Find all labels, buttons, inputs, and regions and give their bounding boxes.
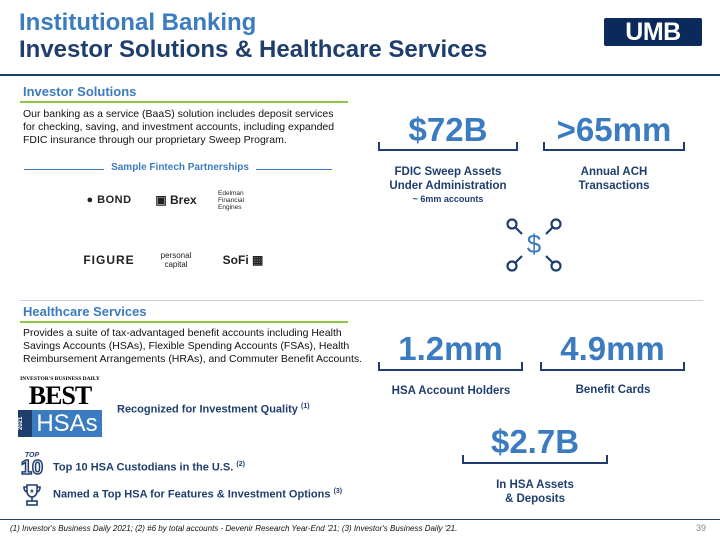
badge-publisher: INVESTOR'S BUSINESS DAILY: [20, 376, 100, 382]
personal-capital-logo: personal capital: [160, 251, 192, 269]
hsa-account-holders-value: 1.2mm: [398, 330, 503, 367]
investor-section-rule: [20, 101, 348, 103]
hsa-assets-caption-line2: & Deposits: [504, 493, 566, 505]
partners-rule-left: [24, 169, 104, 170]
benefit-cards-bracket: [540, 362, 685, 371]
fdic-sweep-assets-value: $72B: [408, 111, 488, 148]
figure-logo: FIGURE: [83, 253, 135, 267]
svg-text:★: ★: [29, 489, 35, 495]
page-number: 39: [696, 523, 707, 533]
section-separator: [20, 300, 703, 301]
badge-best: BEST: [28, 381, 92, 410]
investor-section-title: Investor Solutions: [23, 84, 137, 99]
healthcare-section-title: Healthcare Services: [23, 304, 147, 319]
hsa-account-holders-caption: HSA Account Holders: [391, 385, 511, 397]
benefit-cards-value: 4.9mm: [560, 330, 665, 367]
umb-logo: UMB: [604, 18, 702, 46]
svg-text:$: $: [526, 229, 542, 259]
ach-bracket: [543, 142, 685, 151]
ach-caption-line2: Transactions: [578, 180, 650, 192]
footer-divider: [0, 519, 720, 520]
fdic-accounts-note: ~ 6mm accounts: [412, 194, 484, 204]
ach-transactions-value: >65mm: [556, 111, 672, 148]
partners-rule-right: [256, 169, 332, 170]
brex-logo: ▣ Brex: [155, 193, 197, 207]
hsa-assets-value: $2.7B: [490, 423, 580, 460]
award-top-hsa-features: Named a Top HSA for Features & Investment Options $^{(3)}$: [53, 488, 343, 501]
fdic-caption-line2: Under Administration: [389, 180, 507, 192]
page-title-line2: Investor Solutions & Healthcare Services: [19, 36, 488, 63]
benefit-cards-caption: Benefit Cards: [575, 384, 651, 396]
fdic-caption-line1: FDIC Sweep Assets: [394, 166, 502, 178]
edelman-financial-engines-logo: Edelman Financial Engines: [218, 189, 245, 211]
hsa-assets-bracket: [462, 455, 608, 464]
healthcare-description: Provides a suite of tax-advantaged benefit accounts including Health Savings Accounts (HSAs), Flexible Spending Accounts (FSAs), Health Reimbursement Arrangements (HRAs), and Commuter Benefit Accounts.: [23, 327, 363, 365]
award-top-10-custodians: Top 10 HSA Custodians in the U.S. $^{(2)}$: [53, 461, 245, 474]
fdic-bracket: [378, 142, 518, 151]
award-investment-quality: Recognized for Investment Quality $^{(1)}$: [117, 403, 310, 416]
best-hsas-badge: [14, 376, 102, 438]
partners-label: Sample Fintech Partnerships: [104, 162, 256, 173]
hsa-assets-caption-line1: In HSA Assets: [496, 479, 574, 491]
dollar-network-icon: [500, 214, 568, 276]
badge-hsas: HSAs: [32, 410, 102, 437]
healthcare-section-rule: [20, 321, 348, 323]
trophy-icon: [22, 483, 42, 507]
top-10-icon: TOP 10: [20, 452, 44, 479]
hsa-holders-bracket: [378, 362, 523, 371]
investor-description: Our banking as a service (BaaS) solution includes deposit services for checking, saving, and investment accounts, including expanded FDIC insurance through our proprietary Sweep Program.: [23, 108, 335, 146]
sofi-logo: SoFi ▦: [222, 253, 264, 267]
footnote: (1) Investor's Business Daily 2021; (2) #6 by total accounts - Devenir Research Year-End '21; (3) Investor's Business Daily '21.: [10, 524, 458, 533]
page-title-line1: Institutional Banking: [19, 9, 257, 36]
bond-logo: ● BOND: [86, 194, 132, 206]
header-divider: [0, 74, 720, 76]
badge-year: 2021: [18, 410, 32, 437]
ach-caption-line1: Annual ACH: [580, 166, 648, 178]
